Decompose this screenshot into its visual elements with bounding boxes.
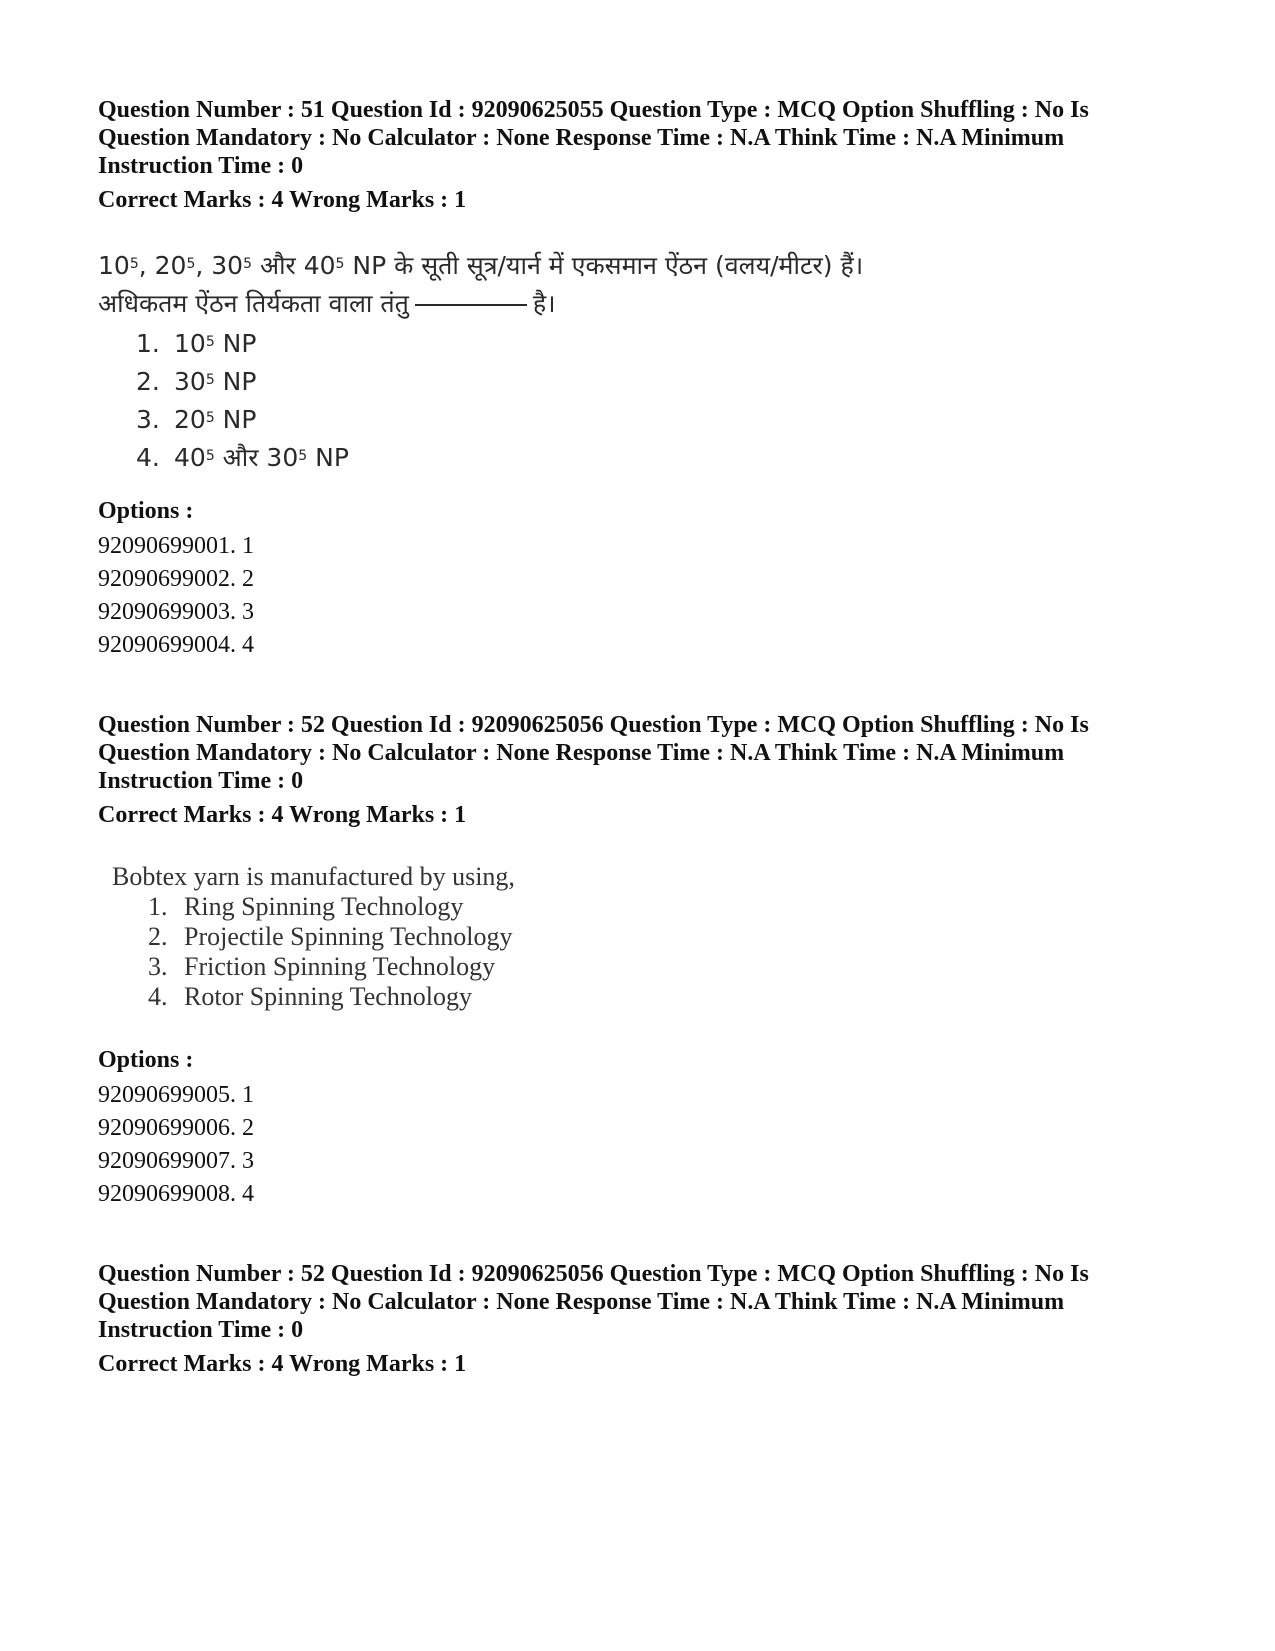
- stem-choice: 2. Projectile Spinning Technology: [148, 922, 513, 951]
- option-item: 92090699007. 3: [98, 1148, 254, 1174]
- question-meta-line: Question Number : 52 Question Id : 92090625056 Question Type : MCQ Option Shuffling : No Is: [98, 1261, 1089, 1287]
- question-52-header: [98, 711, 1188, 829]
- question-meta-line: Question Mandatory : No Calculator : None Response Time : N.A Think Time : N.A Minimum: [98, 740, 1065, 766]
- stem-choice: 2. $30^5$ NP: [136, 367, 257, 396]
- options-title: Options :: [98, 1047, 194, 1073]
- question-meta-line: Question Number : 52 Question Id : 92090625056 Question Type : MCQ Option Shuffling : No Is: [98, 712, 1089, 738]
- option-item: 92090699002. 2: [98, 566, 254, 592]
- question-meta-line: Instruction Time : 0: [98, 1317, 304, 1343]
- stem-choice: 3. Friction Spinning Technology: [148, 952, 496, 981]
- option-item: 92090699006. 2: [98, 1115, 254, 1141]
- option-item: 92090699003. 3: [98, 599, 254, 625]
- question-meta-line: Question Number : 51 Question Id : 92090625055 Question Type : MCQ Option Shuffling : No Is: [98, 97, 1089, 123]
- question-51-stem: [98, 247, 863, 477]
- option-item: 92090699008. 4: [98, 1181, 254, 1207]
- question-51-options: [98, 497, 1188, 662]
- stem-choices: [98, 892, 515, 1012]
- stem-choice: 4. Rotor Spinning Technology: [148, 982, 473, 1011]
- question-51-header: [98, 96, 1188, 214]
- stem-line-1: $10^5$, $20^5$, $30^5$ और $40^5$ NP के सूती सूत्र/यार्न में एकसमान ऐंठन (वलय/मीटर) हैं।: [98, 251, 864, 280]
- option-item: 92090699001. 1: [98, 533, 254, 559]
- question-52-options: [98, 1046, 1188, 1211]
- question-meta-line: Instruction Time : 0: [98, 768, 304, 794]
- question-53-header: [98, 1260, 1188, 1378]
- question-meta-line: Question Mandatory : No Calculator : None Response Time : N.A Think Time : N.A Minimum: [98, 1289, 1065, 1315]
- stem-choice: 1. $10^5$ NP: [136, 329, 257, 358]
- question-marks: Correct Marks : 4 Wrong Marks : 1: [98, 187, 467, 213]
- question-52-stem: [98, 862, 515, 1012]
- question-meta-line: Instruction Time : 0: [98, 153, 304, 179]
- option-item: 92090699004. 4: [98, 632, 254, 658]
- answer-blank: [415, 304, 527, 306]
- stem-intro: Bobtex yarn is manufactured by using,: [112, 862, 515, 891]
- question-meta-line: Question Mandatory : No Calculator : None Response Time : N.A Think Time : N.A Minimum: [98, 125, 1065, 151]
- option-item: 92090699005. 1: [98, 1082, 254, 1108]
- stem-choices: [98, 325, 863, 477]
- stem-choice: 4. $40^5$ और $30^5$ NP: [136, 443, 349, 472]
- stem-line-2: अधिकतम ऐंठन तिर्यकता वाला तंतु है।: [98, 289, 556, 318]
- stem-choice: 3. $20^5$ NP: [136, 405, 257, 434]
- question-marks: Correct Marks : 4 Wrong Marks : 1: [98, 1351, 467, 1377]
- options-title: Options :: [98, 498, 194, 524]
- question-marks: Correct Marks : 4 Wrong Marks : 1: [98, 802, 467, 828]
- stem-choice: 1. Ring Spinning Technology: [148, 892, 464, 921]
